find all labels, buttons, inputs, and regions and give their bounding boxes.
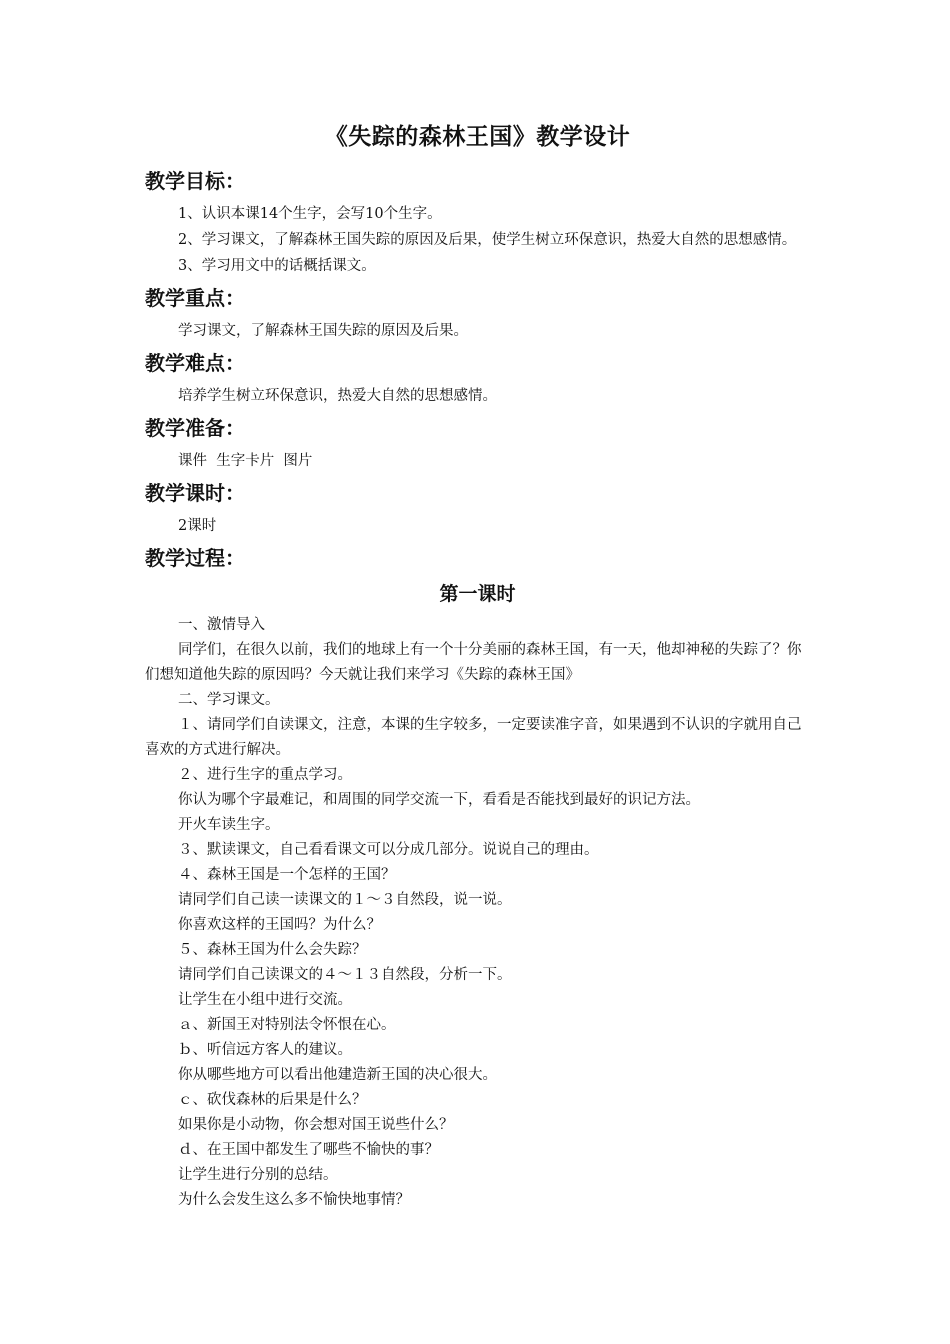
process-line: ｂ、听信远方客人的建议。 bbox=[178, 1042, 352, 1058]
process-line: ３、默读课文，自己看看课文可以分成几部分。说说自己的理由。 bbox=[178, 842, 599, 858]
process-line: ａ、新国王对特别法令怀恨在心。 bbox=[178, 1017, 396, 1033]
objective-item-3: 3、学习用文中的话概括课文。 bbox=[178, 258, 376, 274]
process-line: 如果你是小动物，你会想对国王说些什么？ bbox=[178, 1117, 454, 1133]
process-line: 让学生在小组中进行交流。 bbox=[178, 992, 352, 1008]
preparation-heading: 教学准备： bbox=[145, 416, 245, 440]
process-line: 你认为哪个字最难记，和周围的同学交流一下，看看是否能找到最好的识记方法。 bbox=[178, 792, 700, 808]
process-line: 让学生进行分别的总结。 bbox=[178, 1167, 338, 1183]
process-line: 请同学们自己读课文的４～１３自然段，分析一下。 bbox=[178, 967, 512, 983]
objectives-heading: 教学目标： bbox=[145, 169, 245, 193]
process-lines bbox=[145, 613, 810, 1213]
process-heading: 教学过程： bbox=[145, 546, 245, 570]
key-points-text: 学习课文，了解森林王国失踪的原因及后果。 bbox=[178, 323, 468, 339]
process-line: 一、激情导入 bbox=[178, 617, 265, 633]
difficulties-heading: 教学难点： bbox=[145, 351, 245, 375]
process-line: ４、森林王国是一个怎样的王国？ bbox=[178, 867, 396, 883]
lesson-title: 第一课时 bbox=[439, 583, 516, 605]
process-line: ２、进行生字的重点学习。 bbox=[178, 767, 352, 783]
preparation-text: 课件 生字卡片 图片 bbox=[178, 453, 313, 469]
process-line: 开火车读生字。 bbox=[178, 817, 280, 833]
process-line: 同学们，在很久以前，我们的地球上有一个十分美丽的森林王国，有一天，他却神秘的失踪了？你们想知道他失踪的原因吗？今天就让我们来学习《失踪的森林王国》 bbox=[145, 642, 802, 683]
process-line: １、请同学们自读课文，注意，本课的生字较多，一定要读准字音，如果遇到不认识的字就用自己喜欢的方式进行解决。 bbox=[145, 717, 802, 758]
process-line: ｃ、砍伐森林的后果是什么？ bbox=[178, 1092, 367, 1108]
process-line: 你从哪些地方可以看出他建造新王国的决心很大。 bbox=[178, 1067, 497, 1083]
objective-item-2: 2、学习课文，了解森林王国失踪的原因及后果，使学生树立环保意识，热爱大自然的思想感情。 bbox=[178, 232, 797, 248]
process-line: 你喜欢这样的王国吗？为什么？ bbox=[178, 917, 381, 933]
process-line: ５、森林王国为什么会失踪？ bbox=[178, 942, 367, 958]
difficulties-text: 培养学生树立环保意识，热爱大自然的思想感情。 bbox=[178, 388, 497, 404]
process-line: 二、学习课文。 bbox=[178, 692, 280, 708]
process-line: 为什么会发生这么多不愉快地事情？ bbox=[178, 1192, 410, 1208]
document-title: 《失踪的森林王国》教学设计 bbox=[324, 123, 631, 150]
process-line: ｄ、在王国中都发生了哪些不愉快的事？ bbox=[178, 1142, 439, 1158]
hours-heading: 教学课时： bbox=[145, 481, 245, 505]
hours-text: 2课时 bbox=[178, 518, 217, 534]
process-line: 请同学们自己读一读课文的１～３自然段，说一说。 bbox=[178, 892, 512, 908]
document-page bbox=[145, 118, 810, 1213]
key-points-heading: 教学重点： bbox=[145, 286, 245, 310]
objective-item-1: 1、认识本课14个生字，会写10个生字。 bbox=[178, 206, 442, 222]
